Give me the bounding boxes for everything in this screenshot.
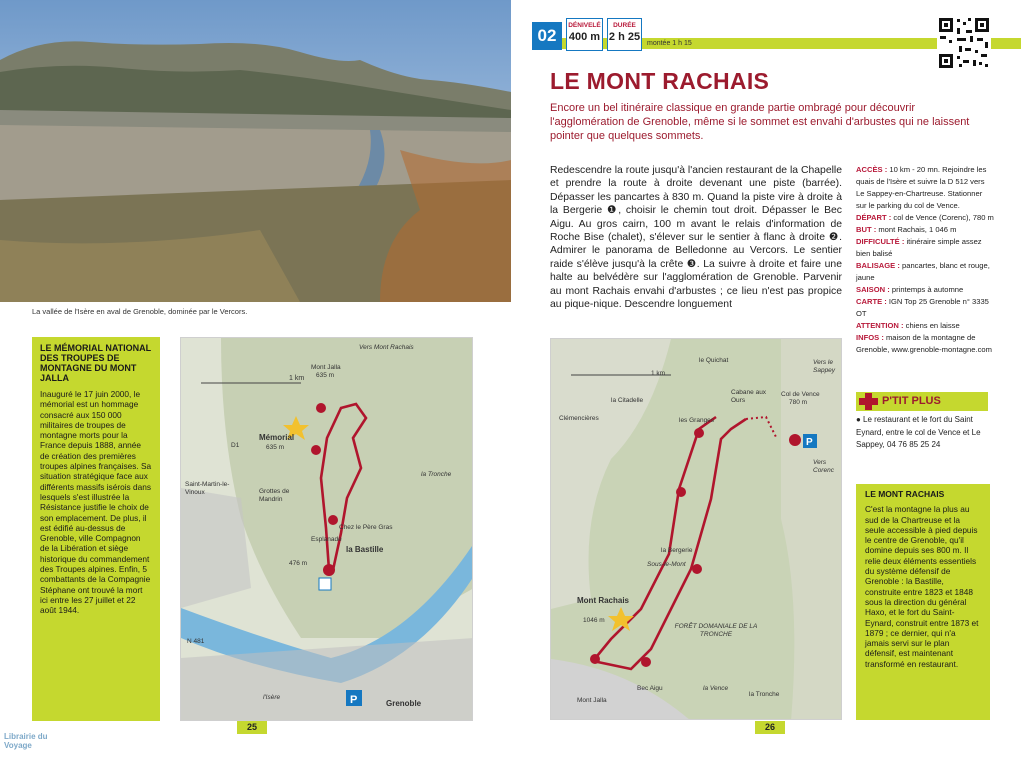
photo-caption: La vallée de l'Isère en aval de Grenoble, dominée par le Vercors. xyxy=(32,307,248,316)
label-la-citadelle: la Citadelle xyxy=(611,397,644,404)
info-key: ACCÈS : xyxy=(856,165,888,174)
route-info-list xyxy=(856,164,994,356)
duree-label: DURÉE xyxy=(613,22,636,29)
info-value: printemps à automne xyxy=(889,285,964,294)
label-les-granges: les Granges xyxy=(679,417,715,424)
ptit-plus-label: P'TIT PLUS xyxy=(882,395,941,407)
label-la-bergerie: la Bergerie xyxy=(661,547,693,554)
info-row xyxy=(856,236,994,260)
librairie-logo: Librairie du Voyage xyxy=(4,732,48,750)
route-intro: Encore un bel itinéraire classique en grande partie ombragé pour découvrir l'agglomération de Grenoble, même si le sommet est envahi d'arbustes qui ne laissent pointer que quelques sommets. xyxy=(550,102,970,142)
rachais-text: C'est la montagne la plus au sud de la Chartreuse et la seule accessible à pied depuis le centre de Grenoble, qu'il domine depuis ses 800 m. Il relie deux éléments essentiels du système défensif de Grenoble : la Bastille, construite entre 1823 et 1848 sous la direction du général Haxo, et le fort du Saint-Eynard, construit entre 1873 et 1879 ; ce dernier, qui n'a jamais servi sur le plan défensif, est maintenant transformé en restaurant. xyxy=(865,504,979,669)
label-vers-corenc: Vers Corenc xyxy=(813,459,834,474)
info-key: BUT : xyxy=(856,225,877,234)
info-value: maison de la montagne de Grenoble, www.grenoble-montagne.com xyxy=(856,333,992,354)
label-foret: FORÊT DOMANIALE DE LA TRONCHE xyxy=(674,623,758,638)
label-memorial: Mémorial xyxy=(259,433,295,442)
info-key: CARTE : xyxy=(856,297,887,306)
label-la-tronche-right: la Tronche xyxy=(749,691,780,698)
memorial-title: LE MÉMORIAL NATIONAL DES TROUPES DE MONTAGNE DU MONT JALLA xyxy=(40,343,151,383)
plus-cross-icon xyxy=(858,392,880,411)
denivele-label: DÉNIVELÉ xyxy=(568,22,601,29)
info-value: itinéraire simple assez bien balisé xyxy=(856,237,982,258)
label-mont-rachais: Mont Rachais xyxy=(577,596,630,605)
page-number-right: 26 xyxy=(755,721,785,734)
label-cabane: Cabane aux Ours xyxy=(731,389,767,404)
label-le-quichat: le Quichat xyxy=(699,357,729,364)
denivele-value: 400 m xyxy=(568,31,601,43)
info-row xyxy=(856,296,994,320)
label-esplanade: Esplanade xyxy=(311,536,342,543)
label-sous-le-mont: Sous-le-Mont xyxy=(647,561,686,568)
route-title: LE MONT RACHAIS xyxy=(550,68,770,94)
label-col-alt: 780 m xyxy=(789,399,808,406)
label-saint-martin: Saint-Martin-le-Vinoux xyxy=(185,481,230,496)
label-col-de-vence: Col de Vence xyxy=(781,391,820,398)
info-row xyxy=(856,332,994,356)
label-bec-aigu: Bec Aigu xyxy=(637,685,663,692)
label-vers-mont-rachais: Vers Mont Rachais xyxy=(359,344,414,351)
label-n481: N 481 xyxy=(187,638,205,645)
info-row xyxy=(856,212,994,224)
montee-time: montée 1 h 15 xyxy=(647,40,692,47)
label-grottes: Grottes de Mandrin xyxy=(259,488,290,503)
info-key: INFOS : xyxy=(856,333,884,342)
info-value: chiens en laisse xyxy=(903,321,960,330)
label-la-vence: la Vence xyxy=(703,685,729,692)
label-isere: l'Isère xyxy=(263,694,281,701)
info-value: mont Rachais, 1 046 m xyxy=(876,225,957,234)
left-map-scale: 1 km xyxy=(289,375,305,382)
ptit-plus-text: ● Le restaurant et le fort du Saint Eynard, entre le col de Vence et Le Sappey, 04 76 85 25 24 xyxy=(856,415,981,449)
qr-code-icon[interactable] xyxy=(937,16,991,70)
rachais-map xyxy=(550,338,842,720)
bastille-map-drawing xyxy=(181,338,473,721)
info-key: ATTENTION : xyxy=(856,321,904,330)
info-row xyxy=(856,224,994,236)
info-row xyxy=(856,284,994,296)
info-key: SAISON : xyxy=(856,285,890,294)
label-mont-jalla-right: Mont Jalla xyxy=(577,697,607,704)
info-row xyxy=(856,260,994,284)
info-key: BALISAGE : xyxy=(856,261,900,270)
route-description: Redescendre la route jusqu'à l'ancien restaurant de la Chapelle et prendre la route à droite devenant une piste (barrée). Dépasser les pancartes à 830 m. Quand la piste vire à droite à la Bergerie ❶, choisir le chemin tout droit. Dépasser le Bec Aigu. Au gros cairn, 100 m avant le relais d'information de Roche Bise (chalet), s'élever sur le sentier à flanc à droite ❷. Admirer le panorama de Belledonne au Vercors. Le sentier raide s'élève jusqu'à la crête ❸. La suivre à droite et faire une halte au belvédère sur l'agglomération de Grenoble. Parvenir au mont Rachais envahi d'arbustes ; ce lieu n'est pas propice au pique-nique. Descendre longuement xyxy=(550,165,842,311)
stat-duree xyxy=(607,18,642,51)
bastille-map xyxy=(180,337,473,721)
label-chez-pere-gras: Chez le Père Gras xyxy=(339,524,393,531)
memorial-sidebar xyxy=(32,337,160,721)
svg-text:P: P xyxy=(350,694,358,706)
info-value: col de Vence (Corenc), 780 m xyxy=(891,213,994,222)
rachais-sidebar xyxy=(856,484,990,720)
label-mont-jalla: Mont Jalla xyxy=(311,364,341,371)
info-key: DIFFICULTÉ : xyxy=(856,237,905,246)
valley-photo xyxy=(0,0,511,302)
duree-value: 2 h 25 xyxy=(608,31,641,43)
label-memorial-alt: 635 m xyxy=(266,444,285,451)
label-grenoble: Grenoble xyxy=(386,699,422,708)
label-d1: D1 xyxy=(231,442,240,449)
memorial-text: Inauguré le 17 juin 2000, le mémorial est un hommage consacré aux 150 000 militaires de troupes de montagne morts pour la France depuis 1888, année de création des premières troupes alpines françaises. Sa situation stratégique face aux différents massifs isérois dans lesquels s'est illustrée la Résistance justifie le choix de son emplacement. De plus, il est édifié au-dessus de Grenoble, ville Compagnon de la Libération et siège historique du commandement des Troupes alpines. Enfin, 5 combattants de la Compagnie Stéphane ont trouvé la mort ici entre les 27 juillet et 22 août 1944. xyxy=(40,389,152,616)
label-mont-jalla-alt: 635 m xyxy=(316,372,335,379)
info-key: DÉPART : xyxy=(856,213,892,222)
route-number: 02 xyxy=(532,22,562,50)
valley-photo-image xyxy=(0,0,511,302)
rachais-title: LE MONT RACHAIS xyxy=(865,489,945,499)
label-la-bastille: la Bastille xyxy=(346,545,384,554)
info-value: 10 km - 20 mn. Rejoindre les quais de l'Isère et suivre la D 512 vers Le Sappey-en-Chartreuse. Stationner sur le parking du col de Vence. xyxy=(856,165,987,210)
page-number-left: 25 xyxy=(237,721,267,734)
info-row xyxy=(856,164,994,212)
svg-text:P: P xyxy=(806,437,813,448)
info-value: IGN Top 25 Grenoble n° 3335 OT xyxy=(856,297,989,318)
info-value: pancartes, blanc et rouge, jaune xyxy=(856,261,990,282)
right-map-scale: 1 km xyxy=(651,370,666,377)
qr-code-pattern xyxy=(937,16,991,70)
label-la-tronche-left: la Tronche xyxy=(421,471,452,478)
label-bastille-alt: 476 m xyxy=(289,560,308,567)
label-clemencieres: Clémencières xyxy=(559,415,599,422)
stat-denivele xyxy=(566,18,603,51)
label-vers-le-sappey: Vers le Sappey xyxy=(813,359,836,374)
info-row xyxy=(856,320,994,332)
label-rachais-alt: 1046 m xyxy=(583,617,605,624)
